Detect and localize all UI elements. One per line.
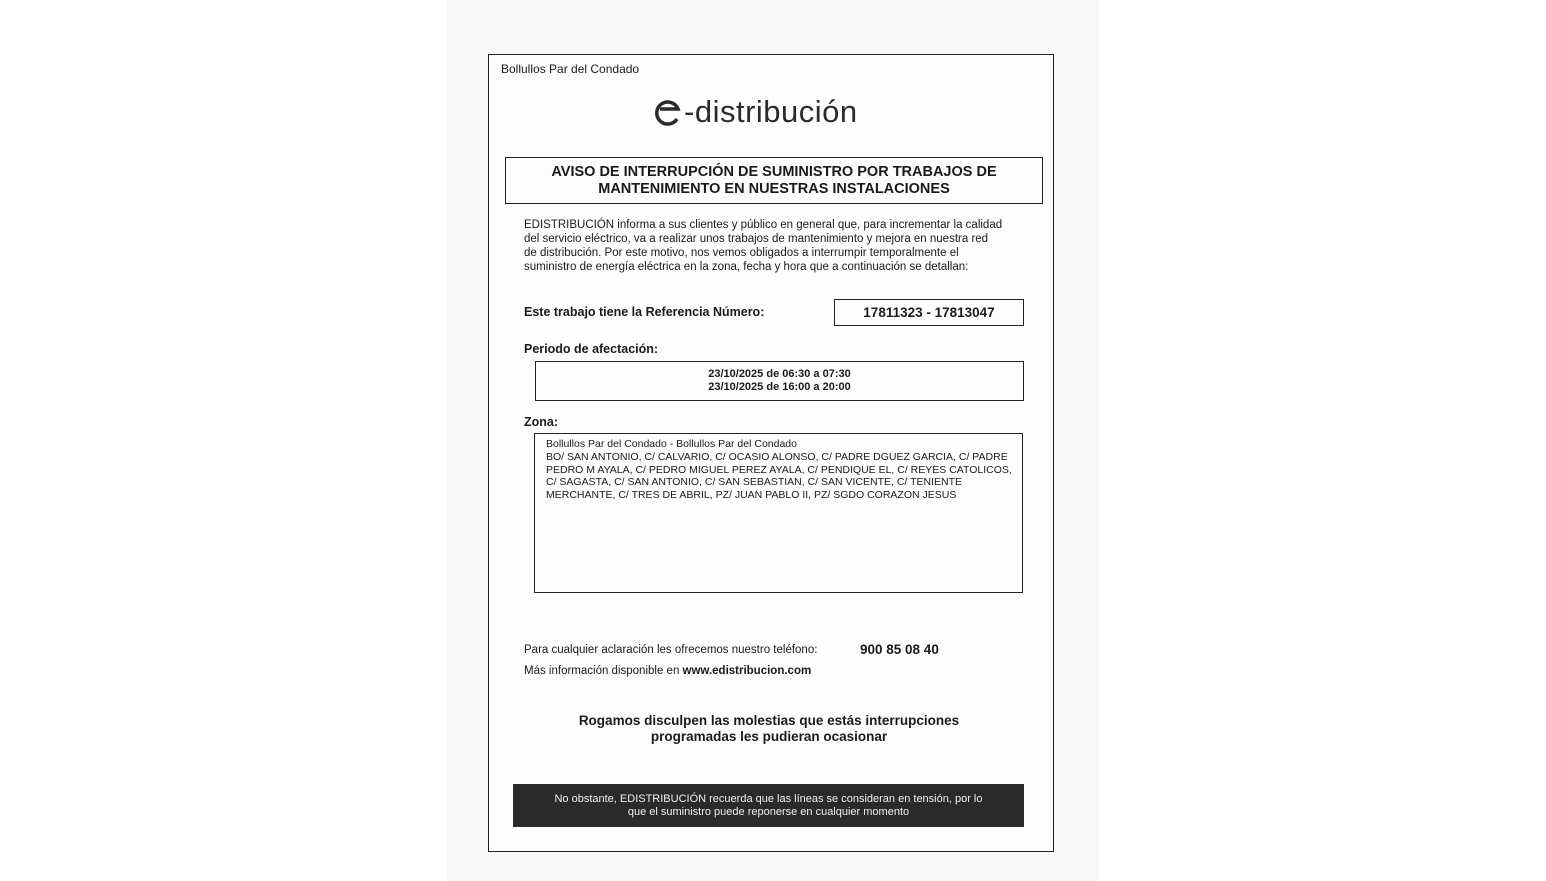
contact-text: Para cualquier aclaración les ofrecemos nuestro teléfono: <box>524 644 818 656</box>
phone-number: 900 85 08 40 <box>860 642 939 657</box>
logo-text: -distribución <box>684 94 858 129</box>
zone-header: Bollullos Par del Condado - Bollullos Par del Condado <box>546 438 797 450</box>
title-line-1: AVISO DE INTERRUPCIÓN DE SUMINISTRO POR TRABAJOS DE <box>551 163 997 180</box>
apology-line-2: programadas les pudieran ocasionar <box>650 729 888 744</box>
e-logo-icon <box>652 97 682 127</box>
warning-line-2: que el suministro puede reponerse en cualquier momento <box>627 805 910 818</box>
title-line-2: MANTENIMIENTO EN NUESTRAS INSTALACIONES <box>598 180 950 197</box>
more-info <box>524 665 811 677</box>
warning-line-1: No obstante, EDISTRIBUCIÓN recuerda que las líneas se consideran en tensión, por lo <box>554 792 983 805</box>
period-box <box>535 361 1024 401</box>
apology-line-1: Rogamos disculpen las molestias que estás interrupciones <box>578 713 960 728</box>
period-line: 23/10/2025 de 06:30 a 07:30 <box>708 368 851 380</box>
period-line: 23/10/2025 de 16:00 a 20:00 <box>708 381 851 393</box>
apology-message <box>505 713 1033 745</box>
reference-label: Este trabajo tiene la Referencia Número: <box>524 305 765 319</box>
company-logo <box>652 94 858 130</box>
notice-title <box>505 157 1043 204</box>
period-label: Periodo de afectación: <box>524 342 659 356</box>
more-info-text: Más información disponible en <box>524 665 680 677</box>
town-name: Bollullos Par del Condado <box>501 62 640 76</box>
zone-streets: BO/ SAN ANTONIO, C/ CALVARIO, C/ OCASIO ALONSO, C/ PADRE DGUEZ GARCIA, C/ PADRE PEDRO M AYALA, C/ PEDRO MIGUEL PEREZ AYALA, C/ PENDIQUE EL, C/ REYES CATOLICOS, C/ SAGASTA, C/ SAN ANTONIO, C/ SAN SEBASTIAN, C/ SAN VICENTE, C/ TENIENTE MERCHANTE, C/ TRES DE ABRIL, PZ/ JUAN PABLO II, PZ/ SGDO CORAZON JESUS <box>546 450 1012 502</box>
zone-box <box>534 433 1023 593</box>
intro-paragraph: EDISTRIBUCIÓN informa a sus clientes y público en general que, para incrementar la calidad del servicio eléctrico, va a realizar unos trabajos de mantenimiento y mejora en nuestra red de distribución. Por este motivo, nos vemos obligados a interrumpir temporalmente el suministro de energía eléctrica en la zona, fecha y hora que a continuación se detallan: <box>524 219 1003 273</box>
zone-label: Zona: <box>524 415 559 429</box>
warning-banner <box>513 784 1024 827</box>
reference-number: 17811323 - 17813047 <box>834 299 1024 326</box>
website-link: www.edistribucion.com <box>682 665 812 677</box>
